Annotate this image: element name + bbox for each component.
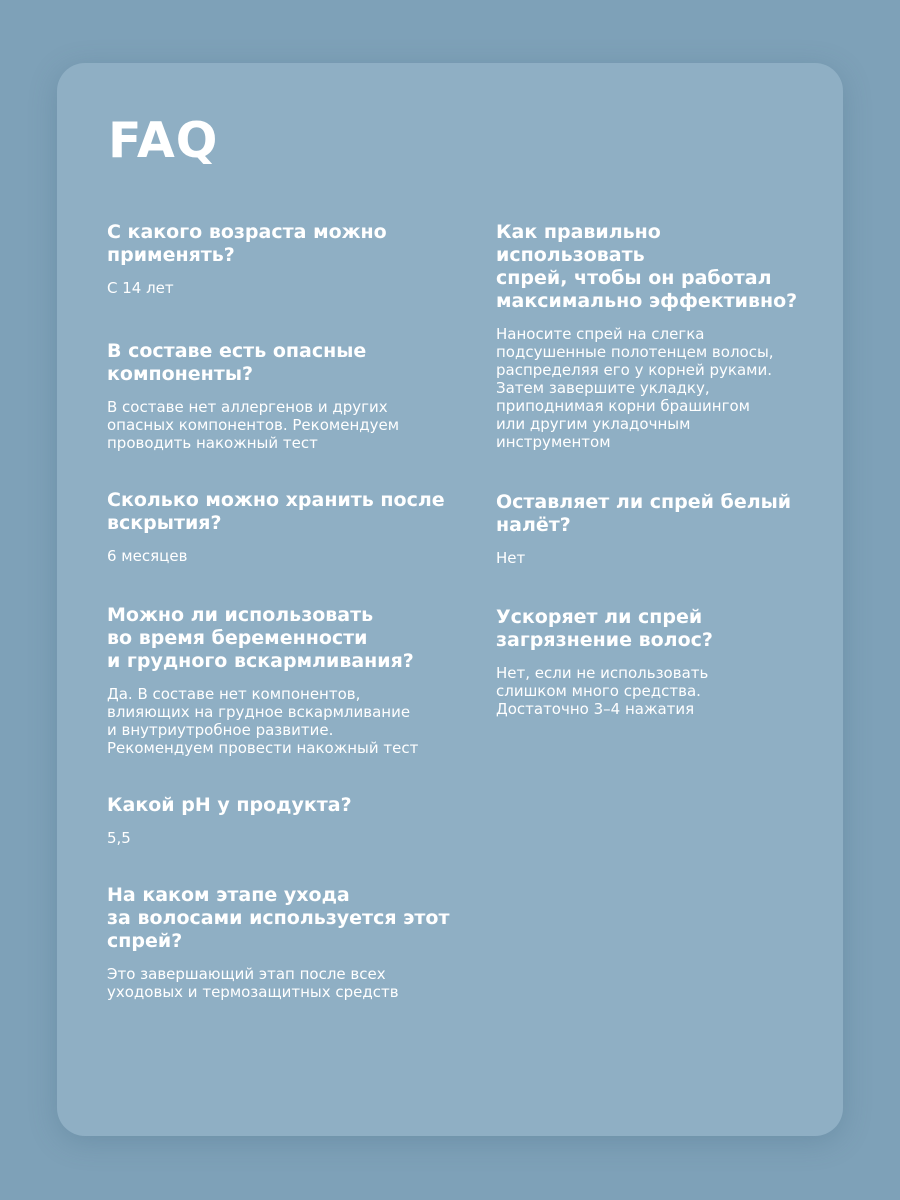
faq-question: Можно ли использовать во время беременности и грудного вскармливания? <box>107 604 414 672</box>
faq-answer: 5,5 <box>107 829 131 847</box>
faq-question: Оставляет ли спрей белый налёт? <box>496 491 792 536</box>
faq-column-right <box>496 221 816 718</box>
page-title: FAQ <box>108 112 219 169</box>
faq-question: Сколько можно хранить после вскрытия? <box>107 489 445 534</box>
faq-item <box>496 221 816 451</box>
faq-answer: Нет <box>496 549 526 567</box>
faq-answer: Наносите спрей на слегка подсушенные полотенцем волосы, распределяя его у корней руками. Затем завершите укладку, приподнимая корни брашингом или другим укладочным инструментом <box>496 325 774 451</box>
faq-question: С какого возраста можно применять? <box>107 221 387 266</box>
faq-question: В составе есть опасные компоненты? <box>107 340 367 385</box>
faq-question: Как правильно использовать спрей, чтобы он работал максимально эффективно? <box>496 221 798 312</box>
faq-question: Ускоряет ли спрей загрязнение волос? <box>496 606 713 651</box>
faq-item <box>107 794 457 847</box>
faq-item <box>107 340 457 452</box>
faq-item <box>107 489 457 565</box>
faq-answer: Да. В составе нет компонентов, влияющих на грудное вскармливание и внутриутробное развитие. Рекомендуем провести накожный тест <box>107 685 419 757</box>
faq-question: На каком этапе ухода за волосами используется этот спрей? <box>107 884 450 952</box>
faq-answer: С 14 лет <box>107 279 174 297</box>
faq-answer: В составе нет аллергенов и других опасных компонентов. Рекомендуем проводить накожный тест <box>107 398 400 452</box>
faq-item <box>107 884 457 1001</box>
faq-answer: Это завершающий этап после всех уходовых и термозащитных средств <box>107 965 399 1001</box>
faq-answer: Нет, если не использовать слишком много средства. Достаточно 3–4 нажатия <box>496 664 709 718</box>
faq-question: Какой pH у продукта? <box>107 794 352 816</box>
faq-column-left <box>107 221 457 1001</box>
faq-item <box>496 606 816 718</box>
faq-item <box>107 221 457 297</box>
faq-answer: 6 месяцев <box>107 547 188 565</box>
faq-card <box>57 63 843 1136</box>
faq-item <box>107 604 457 757</box>
faq-item <box>496 491 816 567</box>
